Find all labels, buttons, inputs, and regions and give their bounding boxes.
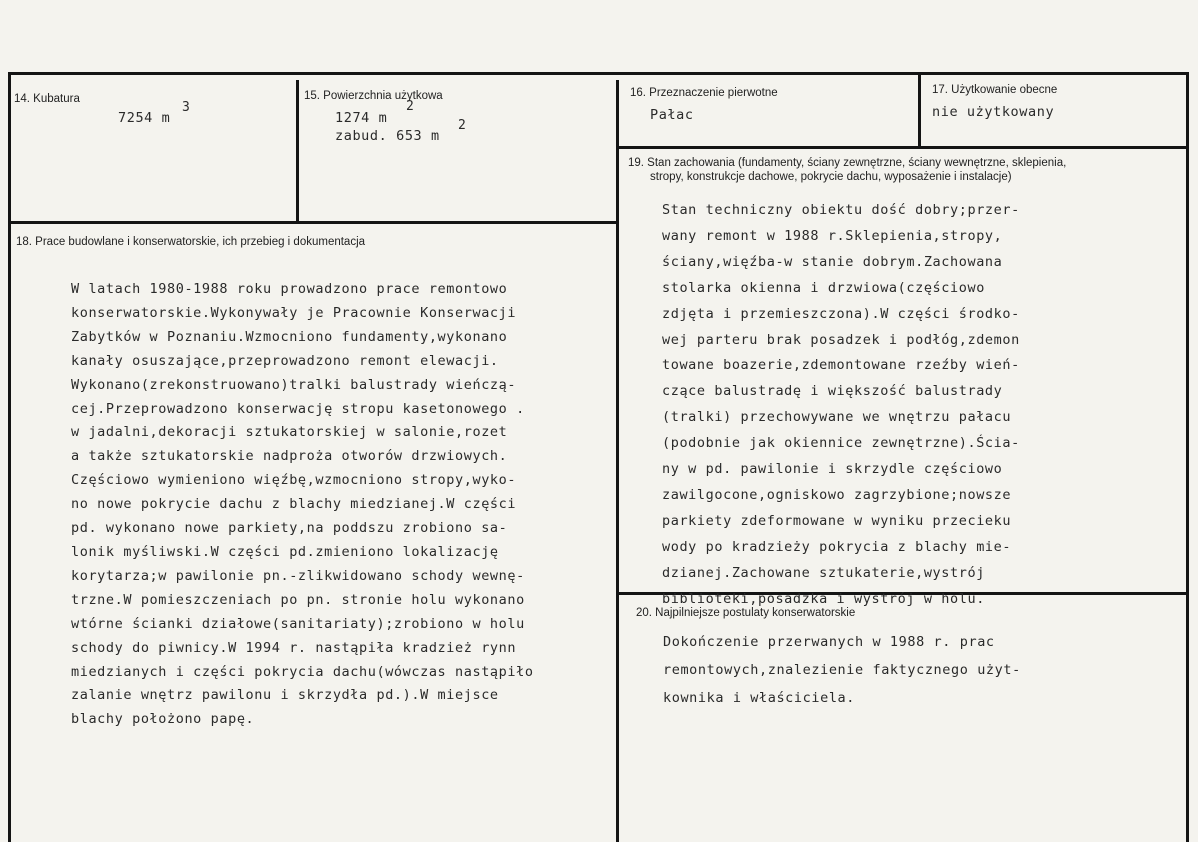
field-18-text-line: Zabytków w Poznaniu.Wzmocniono fundamenty,wykonano	[71, 328, 508, 345]
field-18-text-line: w jadalni,dekoracji sztukatorskiej w salonie,rozet	[71, 424, 508, 441]
field-18-text	[71, 278, 534, 732]
field-19-text-line: wody po kradzieży pokrycia z blachy mie-	[662, 538, 1012, 555]
field-19-label-line1: 19. Stan zachowania (fundamenty, ściany zewnętrzne, ściany wewnętrzne, sklepienia,	[628, 157, 1067, 169]
field-18-text-line: konserwatorskie.Wykonywały je Pracownie Konserwacji	[71, 304, 517, 321]
field-18-text-line: no nowe pokrycie dachu z blachy miedzianej.W części	[71, 496, 517, 513]
right-border	[1186, 72, 1189, 842]
field-15-label: 15. Powierzchnia użytkowa	[304, 90, 443, 102]
field-19-text-line: zdjęta i przemieszczona).W części środko-	[662, 305, 1020, 322]
field-18-text-line: cej.Przeprowadzono konserwację stropu kasetonowego .	[71, 400, 525, 417]
field-20-text-line: Dokończenie przerwanych w 1988 r. prac	[663, 634, 995, 650]
field-19-text-line: Stan techniczny obiektu dość dobry;przer-	[662, 202, 1020, 218]
field-19-text-line: ściany,więźba-w stanie dobrym.Zachowana	[662, 253, 1003, 270]
field-18-text-line: miedzianych i części pokrycia dachu(wówczas nastąpiło	[71, 663, 534, 680]
field-14-value: 7254 m	[118, 110, 171, 126]
field-18-text-line: kanały osuszające,przeprowadzono remont elewacji.	[71, 352, 499, 369]
field-14-label: 14. Kubatura	[14, 93, 80, 105]
field-18-text-line: Wykonano(zrekonstruowano)tralki balustrady wieńczą-	[71, 376, 517, 393]
top-border	[8, 72, 1188, 75]
divider-14-15	[296, 80, 299, 223]
field-17-label: 17. Użytkowanie obecne	[932, 84, 1058, 96]
field-19-text-line: biblioteki,posadzka i wystrój w holu.	[662, 590, 985, 607]
field-18-text-line: wtórne ścianki działowe(sanitariaty);zrobiono w holu	[71, 615, 525, 632]
field-19-text-line: dzianej.Zachowane sztukaterie,wystrój	[662, 564, 985, 581]
field-15-superscript-2: 2	[458, 118, 466, 133]
field-19-text-line: wany remont w 1988 r.Sklepienia,stropy,	[662, 227, 1003, 244]
field-18-label: 18. Prace budowlane i konserwatorskie, ich przebieg i dokumentacja	[16, 236, 366, 248]
field-19-text-line: (tralki) przechowywane we wnętrzu pałacu	[662, 409, 1012, 426]
field-14-unit-superscript: 3	[182, 100, 190, 115]
field-16-value: Pałac	[650, 107, 694, 123]
field-18-text-line: schody do piwnicy.W 1994 r. nastąpiła kradzież rynn	[71, 639, 517, 656]
divider-center	[616, 80, 619, 842]
field-19-text-line: czące balustradę i większość balustrady	[662, 383, 1003, 400]
field-20-text-line: kownika i właściciela.	[663, 690, 856, 706]
field-19-text	[662, 198, 1020, 613]
field-19-text-line: wej parteru brak posadzek i podłóg,zdemon	[662, 331, 1020, 348]
divider-under-14-15	[8, 221, 619, 224]
field-18-text-line: lonik myśliwski.W części pd.zmieniono lokalizację	[71, 543, 499, 560]
field-19-text-line: stolarka okienna i drzwiowa(częściowo	[662, 279, 985, 296]
field-19-text-line: ny w pd. pawilonie i skrzydle częściowo	[662, 461, 1003, 478]
field-18-text-line: a także sztukatorskie nadproża otworów drzwiowych.	[71, 448, 508, 465]
field-18-text-line: pd. wykonano nowe parkiety,na poddszu zrobiono sa-	[71, 520, 508, 537]
divider-16-17	[918, 72, 921, 148]
field-18-text-line: zalanie wnętrz pawilonu i skrzydła pd.).W miejsce	[71, 687, 499, 704]
field-18-text-line: blachy położono papę.	[71, 711, 255, 728]
field-20-text-line: remontowych,znalezienie faktycznego użyt-	[663, 662, 1021, 678]
field-20-text	[663, 628, 1021, 712]
field-18-text-line: korytarza;w pawilonie pn.-zlikwidowano schody wewnę-	[71, 567, 525, 584]
field-18-text-line: W latach 1980-1988 roku prowadzono prace remontowo	[71, 281, 508, 297]
field-19-label-line2: stropy, konstrukcje dachowe, pokrycie dachu, wyposażenie i instalacje)	[650, 171, 1012, 183]
field-18-text-line: trzne.W pomieszczeniach po pn. stronie holu wykonano	[71, 591, 525, 608]
field-15-superscript-1: 2	[406, 99, 414, 114]
field-19-text-line: parkiety zdeformowane w wyniku przecieku	[662, 512, 1012, 529]
field-18-text-line: Częściowo wymieniono więźbę,wzmocniono stropy,wyko-	[71, 472, 517, 489]
field-19-text-line: (podobnie jak okiennice zewnętrzne).Ścia-	[662, 435, 1020, 452]
field-19-text-area	[620, 190, 1186, 607]
field-16-label: 16. Przeznaczenie pierwotne	[630, 87, 778, 99]
field-19-text-line: zawilgocone,ogniskowo zagrzybione;nowsze	[662, 486, 1012, 503]
field-17-value: nie użytkowany	[932, 104, 1055, 120]
field-15-value-line1: 1274 m	[335, 110, 388, 126]
field-19-text-line: towane boazerie,zdemontowane rzeźby wień-	[662, 357, 1020, 374]
field-15-value-line2: zabud. 653 m	[335, 128, 440, 144]
divider-under-16-17	[616, 146, 1189, 149]
field-20-label: 20. Najpilniejsze postulaty konserwatorskie	[636, 607, 856, 619]
left-border	[8, 72, 11, 842]
